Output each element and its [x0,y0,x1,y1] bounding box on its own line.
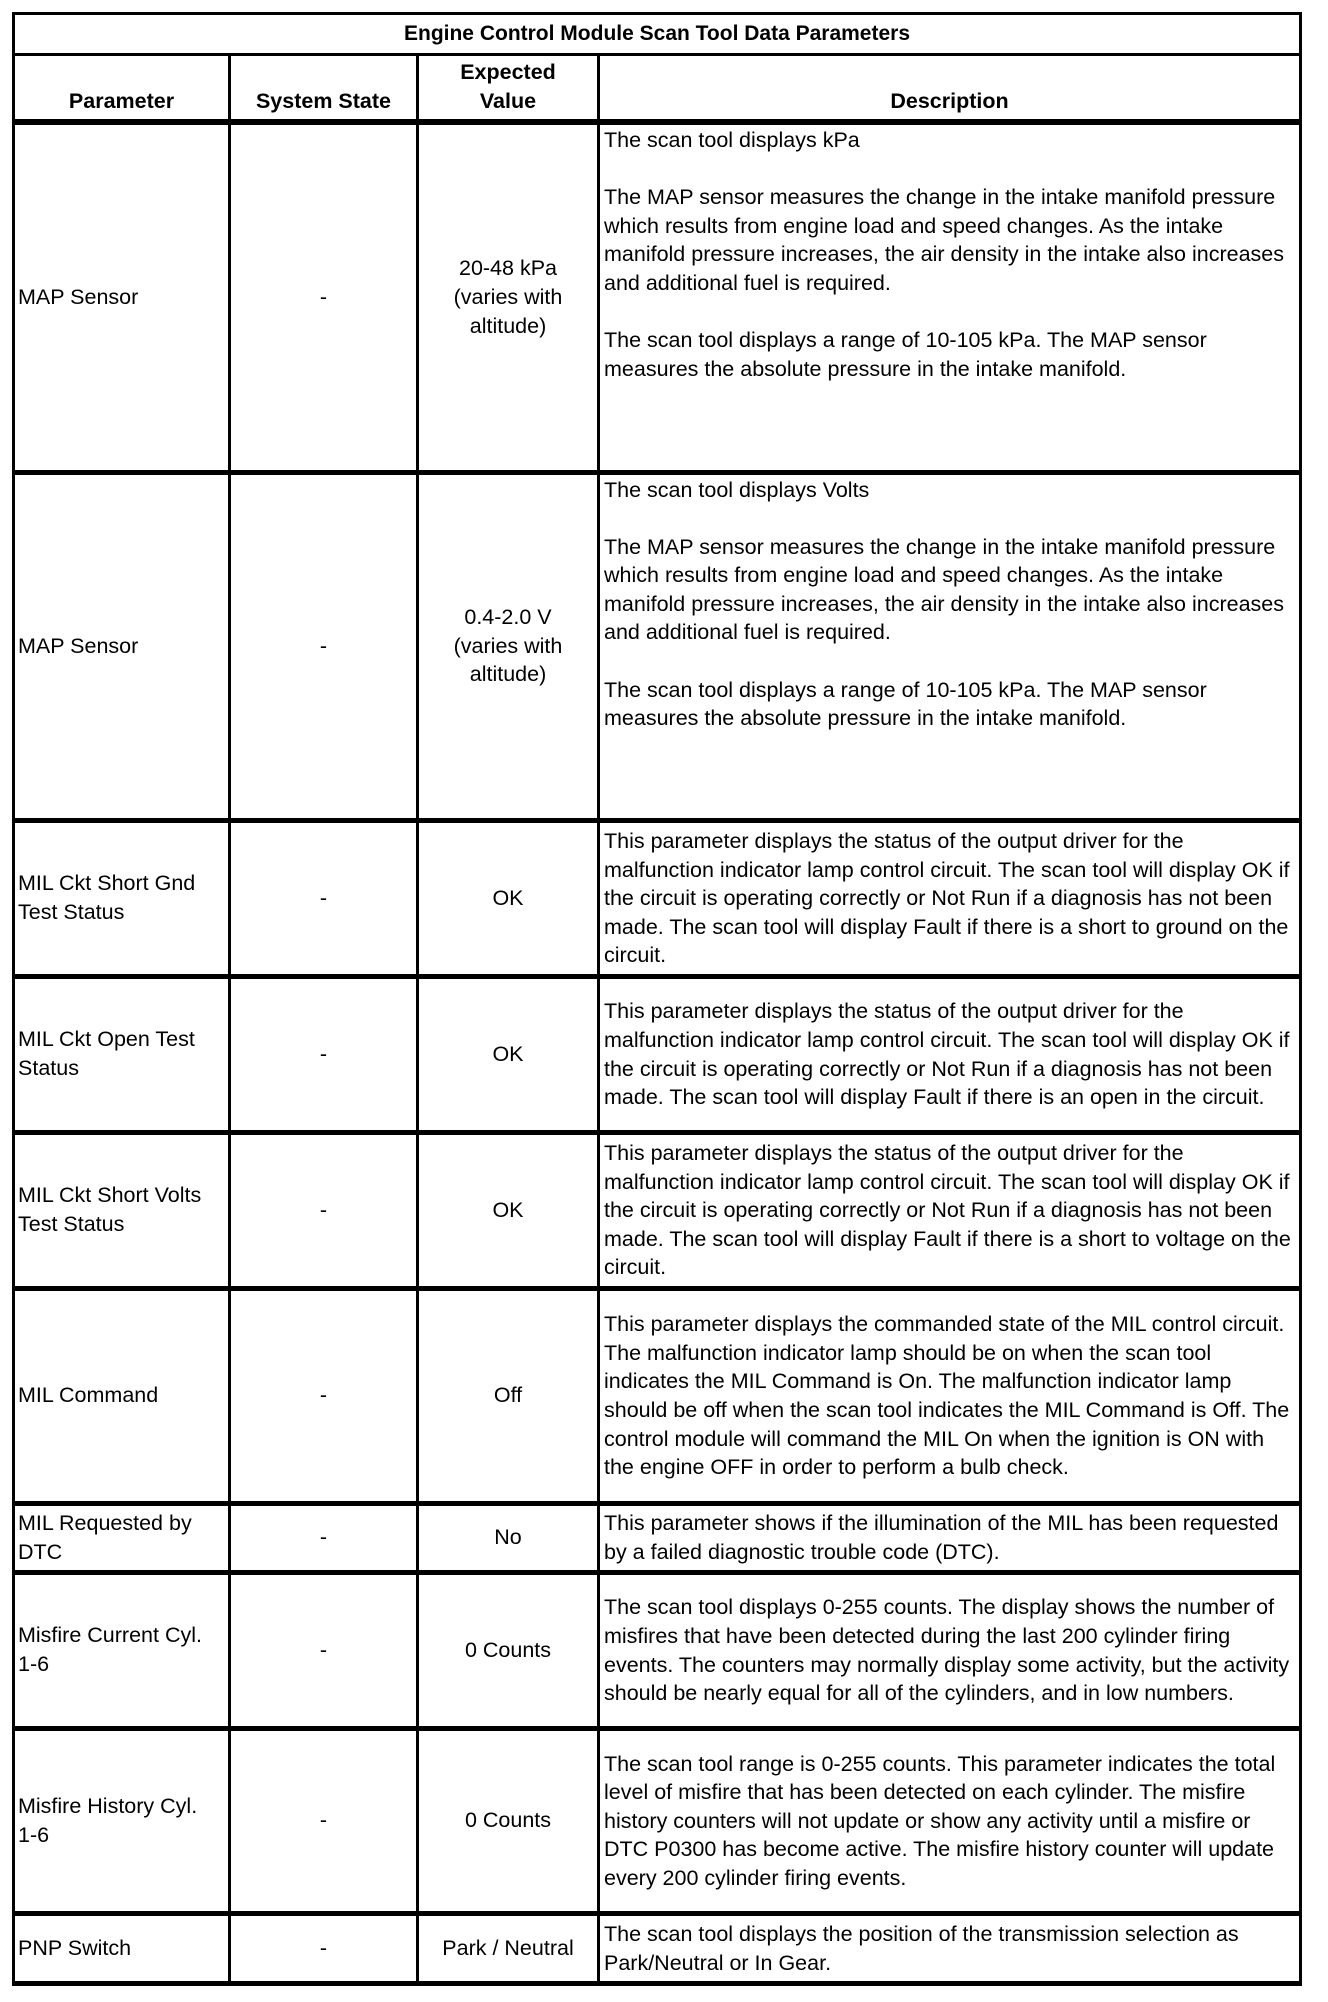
table-header-row [14,55,1301,123]
description-cell [599,1572,1301,1728]
description-paragraph: This parameter shows if the illumination of the MIL has been requested by a failed diagnostic trouble code (DTC). [604,1511,1279,1564]
description-cell [599,1132,1301,1288]
expected-value-cell: 0 Counts [418,1728,599,1913]
description-paragraph: This parameter displays the status of the output driver for the malfunction indicator lamp control circuit. The scan tool will display OK if the circuit is operating correctly or Not Run if a diagnosis has not been made. The scan tool will display Fault if there is a short to ground on the circuit. [604,829,1290,968]
description-paragraph: The scan tool displays a range of 10-105 kPa. The MAP sensor measures the absolute pressure in the intake manifold. [604,328,1207,381]
system-state-cell: - [230,976,418,1132]
description-cell [599,976,1301,1132]
expected-value-cell: No [418,1503,599,1572]
system-state-cell: - [230,122,418,472]
table-row [14,1728,1301,1913]
table-row [14,976,1301,1132]
parameter-cell: MAP Sensor [14,472,230,820]
parameter-cell: MIL Ckt Short Gnd Test Status [14,820,230,976]
description-cell [599,1503,1301,1572]
table-title-row [14,14,1301,55]
parameter-cell: MAP Sensor [14,122,230,472]
scan-tool-data-table [12,12,1302,1986]
description-cell [599,1913,1301,1983]
table-row [14,820,1301,976]
expected-value-cell: 0 Counts [418,1572,599,1728]
table-row [14,1288,1301,1503]
header-expected-value [418,55,599,123]
table-body [14,122,1301,1983]
system-state-cell: - [230,1572,418,1728]
table-row [14,1132,1301,1288]
description-cell [599,1288,1301,1503]
parameter-cell: MIL Command [14,1288,230,1503]
table-row [14,472,1301,820]
description-paragraph: The scan tool displays the position of the transmission selection as Park/Neutral or In Gear. [604,1921,1239,1975]
description-paragraph: The MAP sensor measures the change in the intake manifold pressure which results from engine load and speed changes. As the intake manifold pressure increases, the air density in the intake also increases and additional fuel is required. [604,534,1284,645]
description-paragraph: The scan tool range is 0-255 counts. This parameter indicates the total level of misfire that has been detected on each cylinder. The misfire history counters will not update or show any activity until a misfire or DTC P0300 has become active. The misfire history counter will update every 200 cylinder firing events. [604,1751,1276,1890]
parameter-cell: MIL Ckt Short Volts Test Status [14,1132,230,1288]
table-row [14,122,1301,472]
expected-value-cell: OK [418,976,599,1132]
header-expected-value-line1: Expected [460,60,556,84]
description-paragraph: This parameter displays the commanded state of the MIL control circuit. The malfunction indicator lamp should be on when the scan tool indicates the MIL Command is On. The malfunction indicator lamp should be off when the scan tool indicates the MIL Command is Off. The control module will command the MIL On when the ignition is ON with the engine OFF in order to perform a bulb check. [604,1312,1290,1480]
system-state-cell: - [230,472,418,820]
table-row [14,1503,1301,1572]
description-paragraph: The scan tool displays kPa [604,128,860,152]
parameter-cell: MIL Requested by DTC [14,1503,230,1572]
system-state-cell: - [230,1913,418,1983]
description-cell [599,1728,1301,1913]
description-cell [599,820,1301,976]
description-paragraph: The scan tool displays 0-255 counts. The display shows the number of misfires that have been detected during the last 200 cylinder firing events. The counters may normally display some activity, but the activity should be nearly equal for all of the cylinders, and in low numbers. [604,1595,1290,1706]
expected-value-cell: Off [418,1288,599,1503]
header-system-state: System State [230,55,418,123]
table-row [14,1572,1301,1728]
description-cell [599,122,1301,472]
parameter-cell: MIL Ckt Open Test Status [14,976,230,1132]
description-paragraph: This parameter displays the status of the output driver for the malfunction indicator lamp control circuit. The scan tool will display OK if the circuit is operating correctly or Not Run if a diagnosis has not been made. The scan tool will display Fault if there is an open in the circuit. [604,999,1290,1110]
description-paragraph: The scan tool displays Volts [604,477,870,502]
description-paragraph: The scan tool displays a range of 10-105 kPa. The MAP sensor measures the absolute pressure in the intake manifold. [604,677,1207,731]
system-state-cell: - [230,1728,418,1913]
parameter-cell: Misfire History Cyl. 1-6 [14,1728,230,1913]
header-description: Description [599,55,1301,123]
table-title: Engine Control Module Scan Tool Data Parameters [14,14,1301,55]
system-state-cell: - [230,1288,418,1503]
description-paragraph: The MAP sensor measures the change in the intake manifold pressure which results from engine load and speed changes. As the intake manifold pressure increases, the air density in the intake also increases and additional fuel is required. [604,185,1284,295]
expected-value-cell: Park / Neutral [418,1913,599,1983]
system-state-cell: - [230,1503,418,1572]
system-state-cell: - [230,1132,418,1288]
parameter-cell: Misfire Current Cyl. 1-6 [14,1572,230,1728]
header-expected-value-line2: Value [479,89,537,113]
parameter-cell: PNP Switch [14,1913,230,1983]
header-parameter: Parameter [14,55,230,123]
expected-value-cell: OK [418,1132,599,1288]
system-state-cell: - [230,820,418,976]
expected-value-cell: OK [418,820,599,976]
description-paragraph: This parameter displays the status of the output driver for the malfunction indicator lamp control circuit. The scan tool will display OK if the circuit is operating correctly or Not Run if a diagnosis has not been made. The scan tool will display Fault if there is a short to voltage on the circuit. [604,1141,1291,1280]
expected-value-cell: 0.4-2.0 V (varies with altitude) [418,472,599,820]
description-cell [599,472,1301,820]
expected-value-cell: 20-48 kPa (varies with altitude) [418,122,599,472]
table-row [14,1913,1301,1983]
